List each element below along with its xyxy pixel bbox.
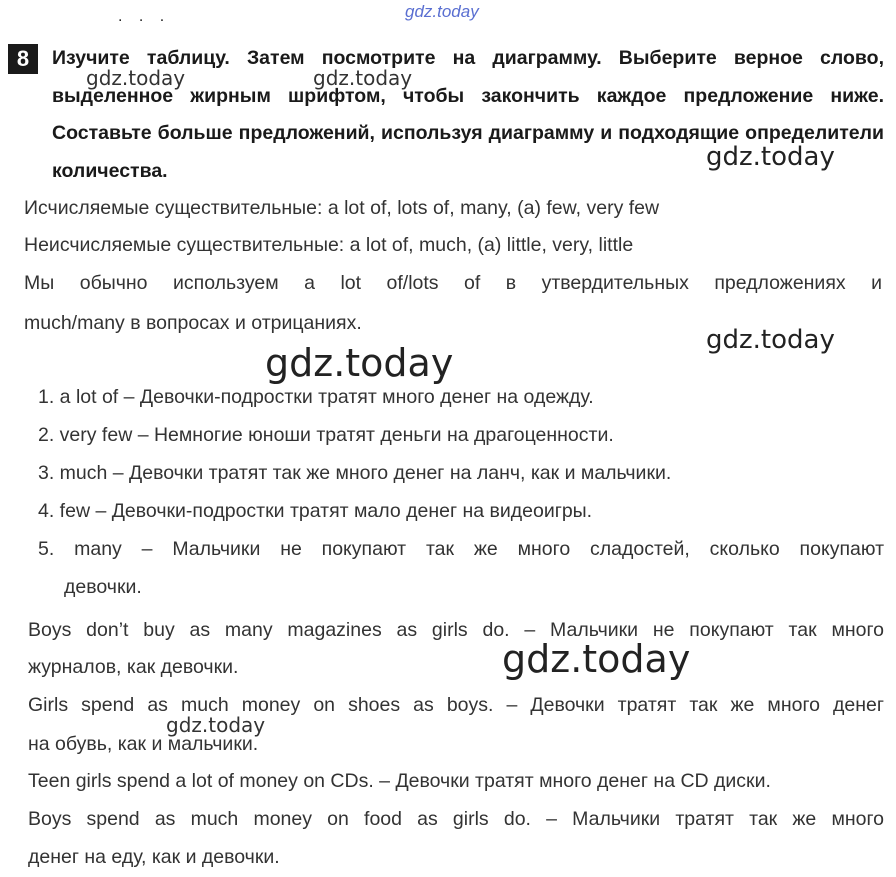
task-number-badge: 8 (8, 44, 38, 74)
watermark: gdz.today (265, 341, 454, 385)
example-line: денег на еду, как и девочки. (28, 846, 280, 868)
answer-item-continued: девочки. (64, 576, 142, 598)
header-dots: . . . (118, 8, 171, 25)
example-line: Girls spend as much money on shoes as boys. – Девочки тратят так же много денег (28, 694, 884, 716)
example-line: Boys spend as much money on food as girls do. – Мальчики тратят так же много (28, 808, 884, 830)
rule-countable: Исчисляемые существительные: a lot of, lots of, many, (a) few, very few (24, 197, 660, 219)
answer-item: 5. many – Мальчики не покупают так же много сладостей, сколько покупают (38, 538, 884, 560)
answer-item: 2. very few – Немногие юноши тратят деньги на драгоценности. (38, 424, 614, 446)
rule-usage-line1: Мы обычно используем a lot of/lots of в утвердительных предложениях и (24, 272, 882, 294)
answer-item: 3. much – Девочки тратят так же много денег на ланч, как и мальчики. (38, 462, 672, 484)
example-line: на обувь, как и мальчики. (28, 733, 259, 755)
watermark: gdz.today (502, 637, 691, 681)
watermark: gdz.today (313, 66, 413, 90)
watermark: gdz.today (86, 66, 186, 90)
example-line: Teen girls spend a lot of money on CDs. – Девочки тратят много денег на CD диски. (28, 770, 771, 792)
watermark: gdz.today (706, 142, 835, 172)
rule-usage-line2: much/many в вопросах и отрицаниях. (24, 312, 362, 334)
answer-item: 4. few – Девочки-подростки тратят мало денег на видеоигры. (38, 500, 593, 522)
task-instructions: Изучите таблицу. Затем посмотрите на диаграмму. Выберите верное слово, выделенное жирным шрифтом, чтобы закончить каждое предложение ниже. Составьте больше предложений, используя диаграмму и подходящие определители количества. (52, 47, 884, 182)
example-line: Boys don’t buy as many magazines as girls do. – Мальчики не покупают так много (28, 619, 884, 641)
watermark-top: gdz.today (405, 2, 479, 21)
example-line: журналов, как девочки. (28, 656, 239, 678)
rule-uncountable: Неисчисляемые существительные: a lot of, much, (a) little, very, little (24, 234, 634, 256)
answer-item: 1. a lot of – Девочки-подростки тратят много денег на одежду. (38, 386, 594, 408)
watermark: gdz.today (166, 713, 266, 737)
watermark: gdz.today (706, 325, 835, 355)
